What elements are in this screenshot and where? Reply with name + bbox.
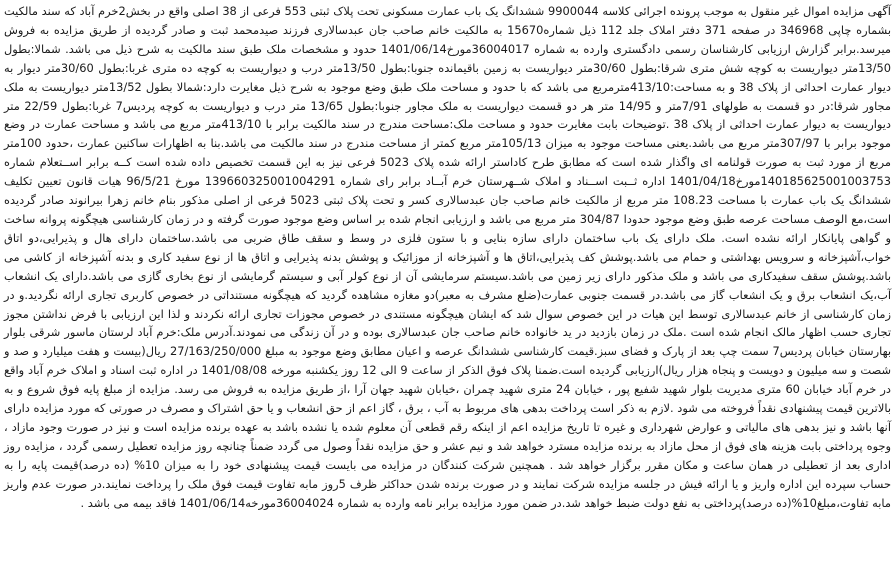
auction-notice-text: آگهی مزایده اموال غیر منقول به موجب پرونده اجرائی کلاسه 9900044 ششدانگ یک باب عمارت مسکونی تحت پلاک ثبتی 553 فرعی از 38 اصلی واقع در بخش2خرم آباد که سند مالکیت بشماره چاپی 346968 در صفحه 371 دفتر املاک جلد 112 ذیل شماره15670 به مالکیت خانم صاحب جان عبدسالاری فرزند صیدمحمد ثبت و صادر گردیده از طریق مزایده به فروش میرسد.برابر گزارش ارزیابی کارشناسان رسمی دادگستری وارده به شماره 36004017مورخ1401/06/14 حدود و مشخصات ملک طبق سند مالکیت به شرح ذیل می باشد. شمالا:بطول 13/50متر دیواریست به کوچه شش متری شرقا:بطول 30/60متر دیواریست به زمین باقیمانده جنوبا:بطول 13/50متر درب و دیواریست به کوچه ده متری غربا:بطول 30/60متر دیوار به دیوار عمارت احداثی از پلاک 38 و به مساحت:413/10مترمربع می باشد که با حدود و مساحت ملک طبق وضع موجود به شرح ذیل مغایرت دارد:شمالا بطول 13/52متر دیواریست به ملک مجاور شرقا:در دو قسمت به طولهای 7/91متر و 14/95 متر هر دو قسمت دیواریست به ملک مجاور جنوبا:بطول 13/65 متر درب و دیواریست به کوچه پردیس7 غربا:بطول 22/59 متر دیواریست به دیوار عمارت احداثی از پلاک 38 .توضیحات بابت مغایرت حدود و مساحت ملک:مساحت مندرج در سند مالکیت برابر با 413/10متر مربع می باشد و مساحت عمارت در وضع موجود برابر با 307/97متر مربع می باشد.یعنی مساحت موجود به میزان 105/13متر مربع کمتر از مساحت مندرج در سند مالکیت می باشد.بنا به اظهارات ساکنین عمارت ،حدود 100متر مربع از مورد ثبت به صورت قولنامه ای واگذار شده است که مطابق طرح کاداستر ارائه شده پلاک 5023 فرعی نیز به این قسمت تخصیص داده شده است کــه برابر اســتعلام شماره 140185625001003753مورخ1401/04/18 اداره ثــبت اســناد و املاک شــهرستان خرم آبــاد برابر رای شماره 139660325001004291 مورخ 96/5/21 هیات قانون تعیین تکلیف ششدانگ یک باب عمارت با مساحت 108.23 متر مربع از مالکیت خانم صاحب جان عبدسالاری کسر و تحت پلاک ثبتی 5023 فرعی از اصلی مذکور بنام خانم زهرا بیرانوند صادر گردیده است،مع الوصف مساحت عرصه طبق وضع موجود حدودا 304/87 متر مربع می باشد و ارزیابی انجام شده بر اساس وضع موجود صورت گرفته و در زمان کارشناسی هیچگونه پروانه ساخت و گواهی پایانکار ارائه نشده است. ملک دارای یک باب ساختمان دارای سازه بنایی و با ستون فلزی در وسط و سقف طاق ضربی می باشد.ساختمان دارای هال و پذیرایی،دو اتاق خواب،آشپزخانه و سرویس بهداشتی و حمام می باشد.پوشش کف پذیرایی،اتاق ها و آشپزخانه از موزائیک و پوشش بدنه پذیرایی و اتاق ها از نوع سفید کاری و بدنه آشپزخانه از کاشی می باشد.پوشش سقف سفیدکاری می باشد و ملک مذکور دارای زیر زمین می باشد.سیستم سرمایشی آن از نوع کولر آبی و سیستم گرمایشی از نوع بخاری گازی می باشد.دارای یک انشعاب آب،یک انشعاب برق و یک انشعاب گاز می باشد.در قسمت جنوبی عمارت(ضلع مشرف به معبر)دو مغازه مشاهده گردید که هیچگونه مستنداتی در خصوص کاربری تجاری ارائه نگردید.و در زمان کارشناسی از خانم عبدسالاری توسط این هیات در این خصوص سوال شد که ایشان هیچگونه مستندی در خصوص مجوزات تجاری ارائه نکردند و لذا این ارزیابی با فرض نداشتن مجوز تجاری حسب اظهار مالک انجام شده است .ملک در زمان بازدید در ید خانواده خانم صاحب جان عبدسالاری بوده و در آن زندگی می نمودند.آدرس ملک:خرم آباد لرستان ماسور شرقی بلوار بهارستان خیابان پردیس7 سمت چپ بعد از پارک و فضای سبز.قیمت کارشناسی ششدانگ عرصه و اعیان مطابق وضع موجود به مبلغ 27/163/250/000 ریال(بیست و هفت میلیارد و صد و شصت و سه میلیون و دویست و پنجاه هزار ریال)ارزیابی گردیده است.ضمنا پلاک فوق الذکر از ساعت 9 الی 12 روز یکشنبه مورخه 1401/08/08 در اداره ثبت اسناد و املاک خرم آباد واقع در خرم آباد خیابان 60 متری مدیریت بلوار شهید شفیع پور ، خیابان 24 متری شهید چمران ،خیابان شهید جهان آرا ،از طریق مزایده به فروش می رسد. مزایده از مبلغ پایه فوق شروع و به بالاترین قیمت پیشنهادی نقداً فروخته می شود .لازم به ذکر است پرداخت بدهی های مربوط به آب ، برق ، گاز اعم از حق انشعاب و یا حق اشتراک و مصرف در صورتی که مورد مزایده دارای آنها باشد و نیز بدهی های مالیاتی و عوارض شهرداری و غیره تا تاریخ مزایده اعم از اینکه رقم قطعی آن معلوم شده یا نشده باشد به عهده برنده مزایده است و نیز در صورت وجود مازاد ، وجوه پرداختی بابت هزینه های فوق از محل مازاد به برنده مزایده مسترد خواهد شد و نیم عشر و حق مزایده نقداً وصول می گردد ضمناً چنانچه روز مزایده تعطیل رسمی گردد ، مزایده روز اداری بعد از تعطیلی در همان ساعت و مکان مقرر برگزار خواهد شد . همچنین شرکت کنندگان در مزایده می بایست قیمت پیشنهادی خود را به میزان 10% (ده درصد)قیمت پایه را به حساب سپرده این اداره واریز و یا ارائه فیش در جلسه مزایده شرکت نمایند و در صورت برنده شدن حداکثر ظرف 5روز مابه تفاوت قیمت فوق ملک را پرداخت نمایند.در صورت عدم واریز مابه تفاوت،مبلغ10%(ده درصد)پرداختی به نفع دولت ضبط خواهد شد.در ضمن مورد مزایده برابر نامه وارده به شماره 36004024مورخه1401/06/14 فاقد بیمه می باشد . bbox=[4, 4, 892, 510]
